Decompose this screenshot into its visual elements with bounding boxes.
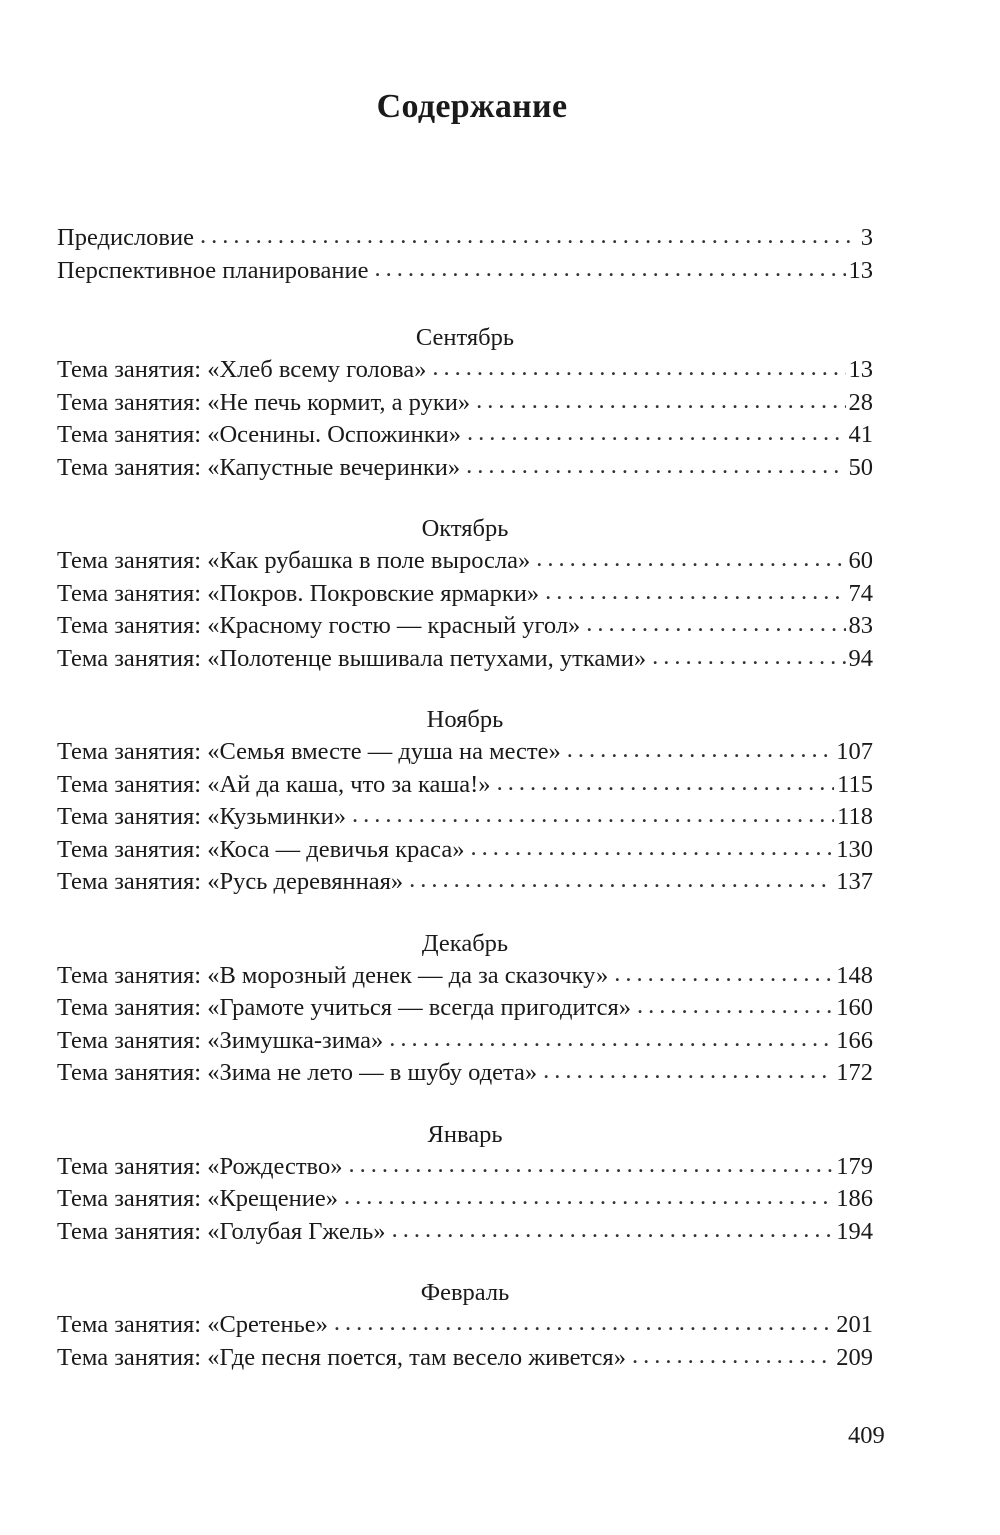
dot-leader: [409, 864, 833, 897]
dot-leader: [470, 832, 833, 865]
toc-entry-label: Тема занятия: «Коса — девичья краса»: [57, 835, 465, 863]
month-heading: Сентябрь: [415, 324, 515, 351]
toc-entry-label: Тема занятия: «Сретенье»: [57, 1311, 328, 1338]
toc-entry-page: 130: [836, 835, 873, 863]
toc-entry-page: 172: [836, 1059, 873, 1086]
toc-entry-page: 3: [860, 224, 873, 251]
toc-entry-page: 94: [848, 644, 873, 672]
toc-entry-label: Тема занятия: «Капустные вечеринки»: [57, 453, 461, 481]
page-number: 409: [848, 1422, 885, 1449]
toc-entry[interactable]: [57, 1309, 873, 1342]
toc-entry-label: Тема занятия: «Хлеб всему голова»: [57, 356, 427, 383]
toc-entry-label: Тема занятия: «Рождество»: [57, 1152, 343, 1180]
toc-entry-label: Перспективное планирование: [57, 256, 369, 284]
dot-leader: [352, 799, 834, 832]
dot-leader: [614, 958, 833, 991]
dot-leader: [476, 385, 845, 418]
dot-leader: [432, 352, 845, 385]
toc-entry-page: 83: [848, 612, 873, 639]
toc-entry[interactable]: [57, 960, 873, 993]
toc-entry-page: 166: [836, 1026, 873, 1054]
toc-entry[interactable]: [57, 769, 873, 802]
toc-entry[interactable]: [57, 834, 873, 867]
dot-leader: [389, 1023, 833, 1056]
toc-entry-page: 74: [848, 579, 873, 607]
month-heading: Январь: [427, 1120, 503, 1148]
month-heading: Октябрь: [421, 515, 509, 542]
toc-entry-page: 201: [836, 1311, 873, 1338]
toc-entry-label: Предисловие: [57, 224, 194, 251]
toc-entry[interactable]: [57, 1057, 873, 1090]
toc-entry-label: Тема занятия: «Осенины. Оспожинки»: [57, 421, 461, 448]
dot-leader: [545, 576, 845, 609]
toc-entry-page: 137: [836, 868, 873, 895]
toc-entry-page: 28: [848, 388, 873, 416]
toc-entry-label: Тема занятия: «В морозный денек — да за сказочку»: [57, 961, 609, 989]
toc-entry[interactable]: [57, 545, 873, 578]
toc-entry-label: Тема занятия: «Крещение»: [57, 1185, 338, 1212]
toc-entry[interactable]: [57, 354, 873, 387]
dot-leader: [536, 543, 845, 576]
toc-entry-page: 179: [836, 1152, 873, 1180]
toc-entry-page: 107: [836, 738, 873, 765]
toc-entry-page: 41: [848, 421, 873, 448]
table-of-contents: [57, 222, 873, 1374]
toc-entry[interactable]: [57, 1342, 873, 1375]
month-heading: Ноябрь: [426, 706, 504, 733]
toc-entry-page: 160: [836, 994, 873, 1021]
page-title: Содержание: [376, 88, 568, 125]
dot-leader: [392, 1214, 834, 1247]
dot-leader: [200, 220, 858, 253]
toc-entry-label: Тема занятия: «Не печь кормит, а руки»: [57, 388, 471, 416]
toc-entry-page: 118: [837, 803, 873, 830]
toc-entry-label: Тема занятия: «Покров. Покровские ярмарки»: [57, 579, 540, 607]
toc-entry-page: 50: [848, 453, 873, 481]
dot-leader: [467, 417, 846, 450]
toc-entry-label: Тема занятия: «Полотенце вышивала петухами, утками»: [57, 644, 647, 672]
dot-leader: [348, 1149, 833, 1182]
dot-leader: [567, 734, 833, 767]
toc-entry[interactable]: [57, 419, 873, 452]
month-heading: Декабрь: [421, 929, 509, 957]
toc-entry[interactable]: [57, 1151, 873, 1184]
toc-entry-planning[interactable]: [57, 255, 873, 288]
toc-entry[interactable]: [57, 610, 873, 643]
toc-entry[interactable]: [57, 1216, 873, 1249]
toc-entry[interactable]: [57, 578, 873, 611]
toc-entry[interactable]: [57, 387, 873, 420]
toc-entry-page: 194: [836, 1217, 873, 1245]
dot-leader: [497, 767, 835, 800]
month-heading: Февраль: [420, 1279, 510, 1306]
toc-entry-page: 115: [837, 770, 873, 798]
toc-entry-label: Тема занятия: «Красному гостю — красный угол»: [57, 612, 581, 639]
dot-leader: [637, 990, 833, 1023]
dot-leader: [586, 608, 845, 641]
toc-entry[interactable]: [57, 643, 873, 676]
toc-entry[interactable]: [57, 1183, 873, 1216]
toc-entry[interactable]: [57, 801, 873, 834]
toc-entry-preface[interactable]: [57, 222, 873, 255]
toc-entry-label: Тема занятия: «Семья вместе — душа на месте»: [57, 738, 561, 765]
toc-entry-label: Тема занятия: «Голубая Гжель»: [57, 1217, 386, 1245]
toc-entry-label: Тема занятия: «Где песня поется, там весело живется»: [57, 1343, 626, 1371]
toc-entry-page: 186: [836, 1185, 873, 1212]
toc-entry-page: 209: [836, 1343, 873, 1371]
toc-entry[interactable]: [57, 1025, 873, 1058]
toc-entry-label: Тема занятия: «Кузьминки»: [57, 803, 347, 830]
dot-leader: [632, 1340, 833, 1373]
dot-leader: [374, 253, 845, 286]
toc-entry-label: Тема занятия: «Грамоте учиться — всегда пригодится»: [57, 994, 631, 1021]
toc-entry-label: Тема занятия: «Зимушка-зима»: [57, 1026, 384, 1054]
toc-entry[interactable]: [57, 992, 873, 1025]
toc-entry-label: Тема занятия: «Как рубашка в поле выросла»: [57, 547, 531, 574]
toc-entry-page: 13: [848, 356, 873, 383]
dot-leader: [543, 1055, 833, 1088]
dot-leader: [344, 1181, 833, 1214]
toc-entry-page: 148: [836, 961, 873, 989]
dot-leader: [334, 1307, 833, 1340]
dot-leader: [652, 641, 845, 674]
toc-entry[interactable]: [57, 452, 873, 485]
toc-entry-page: 13: [848, 256, 873, 284]
toc-entry-label: Тема занятия: «Русь деревянная»: [57, 868, 404, 895]
toc-entry[interactable]: [57, 736, 873, 769]
toc-entry-label: Тема занятия: «Ай да каша, что за каша!»: [57, 770, 491, 798]
toc-entry-page: 60: [848, 547, 873, 574]
toc-entry-label: Тема занятия: «Зима не лето — в шубу одета»: [57, 1059, 538, 1086]
dot-leader: [466, 450, 845, 483]
toc-entry[interactable]: [57, 866, 873, 899]
